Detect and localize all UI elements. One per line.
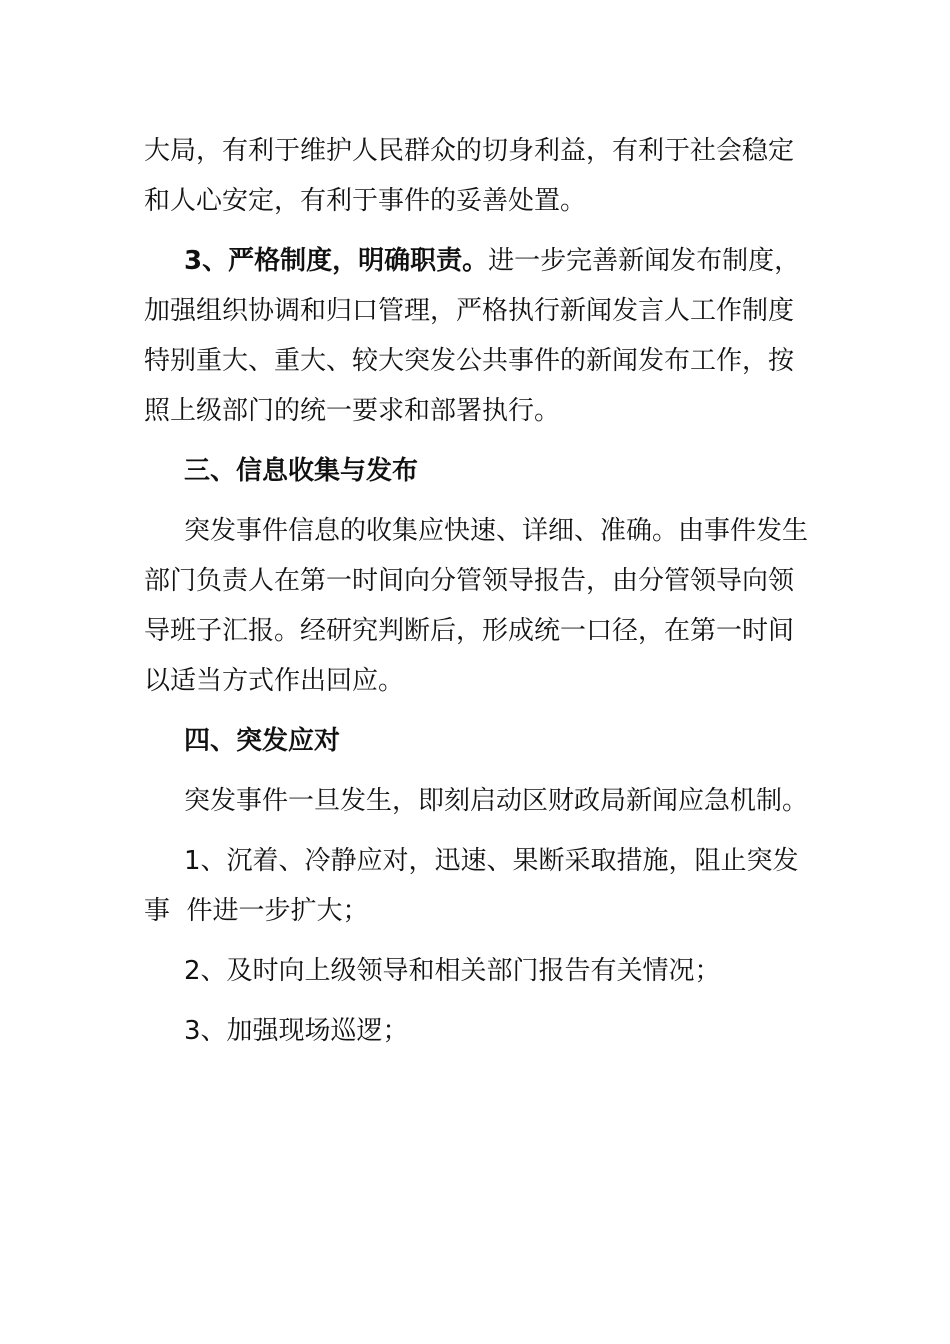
paragraph-line: 突发事件信息的收集应快速、详细、准确。由事件发生 xyxy=(184,516,809,546)
paragraph-heading: 3、严格制度，明确职责。 xyxy=(184,246,489,276)
paragraph-line: 特别重大、重大、较大突发公共事件的新闻发布工作，按 xyxy=(144,346,795,376)
list-item-line: 3、加强现场巡逻； xyxy=(184,1016,409,1046)
paragraph-line: 部门负责人在第一时间向分管领导报告，由分管领导向领 xyxy=(144,566,795,596)
section-title: 三、信息收集与发布 xyxy=(184,456,419,486)
list-item-line: 1、沉着、冷静应对，迅速、果断采取措施，阻止突发 xyxy=(184,846,799,876)
paragraph-line: 突发事件一旦发生，即刻启动区财政局新闻应急机制。 xyxy=(184,786,809,816)
paragraph-first-line xyxy=(144,236,812,286)
paragraph-line: 照上级部门的统一要求和部署执行。 xyxy=(144,396,561,426)
list-item-line: 2、及时向上级领导和相关部门报告有关情况； xyxy=(184,956,721,986)
paragraph-line: 以适当方式作出回应。 xyxy=(144,666,405,696)
paragraph-line: 加强组织协调和归口管理，严格执行新闻发言人工作制度 xyxy=(144,296,795,326)
paragraph-line: 和人心安定，有利于事件的妥善处置。 xyxy=(144,186,587,216)
section-title: 四、突发应对 xyxy=(184,726,341,756)
paragraph-line: 导班子汇报。经研究判断后，形成统一口径，在第一时间 xyxy=(144,616,795,646)
paragraph-line: 大局，有利于维护人民群众的切身利益，有利于社会稳定 xyxy=(144,136,795,166)
paragraph-text: 进一步完善新闻发布制度， xyxy=(488,246,801,276)
document-body xyxy=(144,126,812,1056)
list-item-line: 事 件进一步扩大； xyxy=(144,896,369,926)
